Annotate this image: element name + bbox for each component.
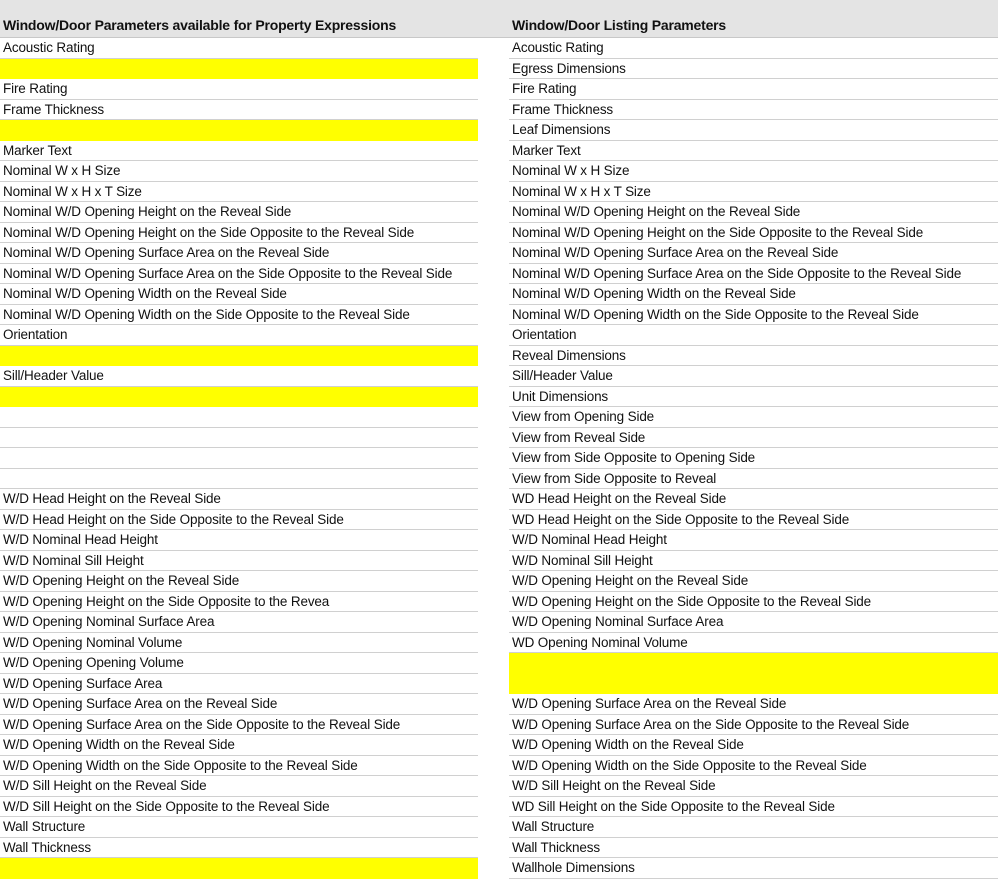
- cell-listing-parameter: WD Head Height on the Reveal Side: [509, 489, 998, 510]
- column-gap: [478, 612, 509, 633]
- cell-property-expression: W/D Opening Height on the Side Opposite to the Revea: [0, 592, 478, 613]
- column-gap: [478, 510, 509, 531]
- column-gap: [478, 858, 509, 879]
- cell-listing-parameter: Egress Dimensions: [509, 59, 998, 80]
- cell-listing-parameter: [509, 653, 998, 674]
- cell-property-expression: Acoustic Rating: [0, 38, 478, 59]
- table-row: [0, 141, 998, 162]
- column-gap: [478, 756, 509, 777]
- cell-listing-parameter: Nominal W/D Opening Surface Area on the Side Opposite to the Reveal Side: [509, 264, 998, 285]
- cell-property-expression: W/D Head Height on the Reveal Side: [0, 489, 478, 510]
- column-gap: [478, 182, 509, 203]
- cell-listing-parameter: Nominal W/D Opening Height on the Side Opposite to the Reveal Side: [509, 223, 998, 244]
- cell-listing-parameter: Nominal W/D Opening Height on the Reveal Side: [509, 202, 998, 223]
- cell-property-expression: [0, 448, 478, 469]
- table-header: [0, 0, 998, 38]
- column-gap: [478, 838, 509, 859]
- table-row: [0, 571, 998, 592]
- cell-listing-parameter: Nominal W x H x T Size: [509, 182, 998, 203]
- cell-listing-parameter: Reveal Dimensions: [509, 346, 998, 367]
- table-row: [0, 817, 998, 838]
- cell-property-expression: [0, 407, 478, 428]
- column-gap: [478, 817, 509, 838]
- cell-property-expression: [0, 346, 478, 367]
- table-row: [0, 38, 998, 59]
- column-gap: [478, 366, 509, 387]
- column-gap: [478, 735, 509, 756]
- cell-listing-parameter: Wall Structure: [509, 817, 998, 838]
- cell-property-expression: W/D Opening Height on the Reveal Side: [0, 571, 478, 592]
- column-gap: [478, 428, 509, 449]
- cell-property-expression: Nominal W x H x T Size: [0, 182, 478, 203]
- table-row: [0, 223, 998, 244]
- cell-listing-parameter: WD Opening Nominal Volume: [509, 633, 998, 654]
- cell-property-expression: W/D Nominal Sill Height: [0, 551, 478, 572]
- cell-property-expression: Nominal W/D Opening Width on the Side Opposite to the Reveal Side: [0, 305, 478, 326]
- cell-listing-parameter: Nominal W/D Opening Surface Area on the Reveal Side: [509, 243, 998, 264]
- column-gap: [478, 59, 509, 80]
- cell-listing-parameter: Fire Rating: [509, 79, 998, 100]
- table-row: [0, 264, 998, 285]
- column-gap: [478, 325, 509, 346]
- column-gap: [478, 0, 509, 37]
- table-row: [0, 592, 998, 613]
- table-row: [0, 100, 998, 121]
- table-row: [0, 243, 998, 264]
- column-gap: [478, 264, 509, 285]
- column-header-listing-parameters: Window/Door Listing Parameters: [512, 17, 727, 33]
- table-row: [0, 612, 998, 633]
- table-row: [0, 59, 998, 80]
- column-gap: [478, 100, 509, 121]
- column-gap: [478, 448, 509, 469]
- cell-property-expression: Orientation: [0, 325, 478, 346]
- cell-listing-parameter: Wallhole Dimensions: [509, 858, 998, 879]
- column-gap: [478, 407, 509, 428]
- table-row: [0, 797, 998, 818]
- cell-listing-parameter: W/D Opening Surface Area on the Reveal Side: [509, 694, 998, 715]
- cell-property-expression: W/D Opening Surface Area: [0, 674, 478, 695]
- table-row: [0, 305, 998, 326]
- cell-property-expression: W/D Opening Surface Area on the Side Opposite to the Reveal Side: [0, 715, 478, 736]
- column-gap: [478, 141, 509, 162]
- cell-listing-parameter: W/D Opening Height on the Side Opposite to the Reveal Side: [509, 592, 998, 613]
- table-row: [0, 551, 998, 572]
- column-gap: [478, 79, 509, 100]
- cell-listing-parameter: Wall Thickness: [509, 838, 998, 859]
- cell-listing-parameter: Nominal W/D Opening Width on the Reveal Side: [509, 284, 998, 305]
- table-row: [0, 407, 998, 428]
- table-row: [0, 325, 998, 346]
- table-row: [0, 387, 998, 408]
- cell-property-expression: W/D Opening Surface Area on the Reveal Side: [0, 694, 478, 715]
- cell-property-expression: W/D Head Height on the Side Opposite to the Reveal Side: [0, 510, 478, 531]
- cell-property-expression: Nominal W/D Opening Width on the Reveal Side: [0, 284, 478, 305]
- column-gap: [478, 694, 509, 715]
- column-gap: [478, 633, 509, 654]
- column-gap: [478, 161, 509, 182]
- table-row: [0, 120, 998, 141]
- cell-property-expression: W/D Nominal Head Height: [0, 530, 478, 551]
- table-row: [0, 633, 998, 654]
- cell-listing-parameter: [509, 674, 998, 695]
- column-gap: [478, 346, 509, 367]
- column-gap: [478, 571, 509, 592]
- cell-property-expression: Sill/Header Value: [0, 366, 478, 387]
- cell-listing-parameter: Unit Dimensions: [509, 387, 998, 408]
- table-row: [0, 530, 998, 551]
- cell-listing-parameter: View from Side Opposite to Reveal: [509, 469, 998, 490]
- cell-listing-parameter: W/D Opening Height on the Reveal Side: [509, 571, 998, 592]
- cell-listing-parameter: Frame Thickness: [509, 100, 998, 121]
- cell-listing-parameter: Leaf Dimensions: [509, 120, 998, 141]
- cell-property-expression: [0, 59, 478, 80]
- column-gap: [478, 653, 509, 674]
- table-row: [0, 674, 998, 695]
- column-gap: [478, 305, 509, 326]
- cell-listing-parameter: W/D Opening Nominal Surface Area: [509, 612, 998, 633]
- column-gap: [478, 530, 509, 551]
- cell-property-expression: Wall Thickness: [0, 838, 478, 859]
- cell-property-expression: W/D Opening Nominal Surface Area: [0, 612, 478, 633]
- cell-property-expression: W/D Opening Width on the Side Opposite to the Reveal Side: [0, 756, 478, 777]
- cell-listing-parameter: W/D Opening Surface Area on the Side Opposite to the Reveal Side: [509, 715, 998, 736]
- cell-listing-parameter: View from Side Opposite to Opening Side: [509, 448, 998, 469]
- cell-property-expression: Nominal W/D Opening Surface Area on the Side Opposite to the Reveal Side: [0, 264, 478, 285]
- cell-listing-parameter: Nominal W/D Opening Width on the Side Opposite to the Reveal Side: [509, 305, 998, 326]
- cell-property-expression: [0, 387, 478, 408]
- table-row: [0, 858, 998, 879]
- table-row: [0, 776, 998, 797]
- cell-listing-parameter: W/D Sill Height on the Reveal Side: [509, 776, 998, 797]
- table-row: [0, 448, 998, 469]
- cell-property-expression: W/D Opening Nominal Volume: [0, 633, 478, 654]
- cell-property-expression: [0, 120, 478, 141]
- table-row: [0, 838, 998, 859]
- column-gap: [478, 38, 509, 59]
- table-row: [0, 366, 998, 387]
- table-row: [0, 653, 998, 674]
- cell-listing-parameter: View from Reveal Side: [509, 428, 998, 449]
- table-row: [0, 182, 998, 203]
- cell-property-expression: Nominal W/D Opening Height on the Side Opposite to the Reveal Side: [0, 223, 478, 244]
- column-gap: [478, 284, 509, 305]
- cell-listing-parameter: Sill/Header Value: [509, 366, 998, 387]
- column-gap: [478, 120, 509, 141]
- cell-property-expression: Frame Thickness: [0, 100, 478, 121]
- column-gap: [478, 202, 509, 223]
- column-gap: [478, 776, 509, 797]
- column-gap: [478, 797, 509, 818]
- cell-property-expression: Fire Rating: [0, 79, 478, 100]
- column-gap: [478, 715, 509, 736]
- cell-property-expression: Nominal W/D Opening Surface Area on the Reveal Side: [0, 243, 478, 264]
- column-gap: [478, 489, 509, 510]
- cell-listing-parameter: WD Sill Height on the Side Opposite to the Reveal Side: [509, 797, 998, 818]
- column-gap: [478, 387, 509, 408]
- column-header-property-expressions: Window/Door Parameters available for Property Expressions: [3, 17, 397, 33]
- cell-listing-parameter: Orientation: [509, 325, 998, 346]
- column-gap: [478, 223, 509, 244]
- cell-listing-parameter: Nominal W x H Size: [509, 161, 998, 182]
- cell-property-expression: [0, 469, 478, 490]
- cell-property-expression: [0, 858, 478, 879]
- cell-listing-parameter: WD Head Height on the Side Opposite to the Reveal Side: [509, 510, 998, 531]
- cell-property-expression: W/D Sill Height on the Side Opposite to the Reveal Side: [0, 797, 478, 818]
- column-gap: [478, 551, 509, 572]
- cell-listing-parameter: View from Opening Side: [509, 407, 998, 428]
- cell-property-expression: W/D Sill Height on the Reveal Side: [0, 776, 478, 797]
- table-row: [0, 756, 998, 777]
- cell-property-expression: W/D Opening Opening Volume: [0, 653, 478, 674]
- cell-property-expression: W/D Opening Width on the Reveal Side: [0, 735, 478, 756]
- column-gap: [478, 674, 509, 695]
- cell-listing-parameter: Acoustic Rating: [509, 38, 998, 59]
- table-row: [0, 346, 998, 367]
- table-row: [0, 715, 998, 736]
- cell-property-expression: Nominal W/D Opening Height on the Reveal Side: [0, 202, 478, 223]
- column-gap: [478, 243, 509, 264]
- table-row: [0, 428, 998, 449]
- table-row: [0, 161, 998, 182]
- table-row: [0, 284, 998, 305]
- table-row: [0, 489, 998, 510]
- cell-listing-parameter: W/D Nominal Head Height: [509, 530, 998, 551]
- table-row: [0, 469, 998, 490]
- cell-property-expression: [0, 428, 478, 449]
- cell-property-expression: Nominal W x H Size: [0, 161, 478, 182]
- cell-listing-parameter: W/D Nominal Sill Height: [509, 551, 998, 572]
- table-row: [0, 735, 998, 756]
- table-row: [0, 694, 998, 715]
- column-gap: [478, 469, 509, 490]
- cell-property-expression: Wall Structure: [0, 817, 478, 838]
- cell-listing-parameter: Marker Text: [509, 141, 998, 162]
- table-row: [0, 79, 998, 100]
- cell-listing-parameter: W/D Opening Width on the Side Opposite to the Reveal Side: [509, 756, 998, 777]
- table-row: [0, 510, 998, 531]
- column-gap: [478, 592, 509, 613]
- cell-listing-parameter: W/D Opening Width on the Reveal Side: [509, 735, 998, 756]
- table-row: [0, 202, 998, 223]
- cell-property-expression: Marker Text: [0, 141, 478, 162]
- table-body: [0, 38, 998, 879]
